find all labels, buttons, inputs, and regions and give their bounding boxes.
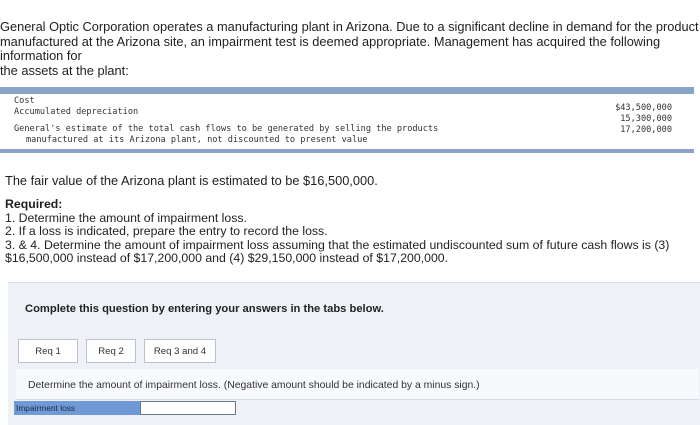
tab-req-3-and-4[interactable]: Req 3 and 4	[144, 339, 216, 363]
panel-instruction: Complete this question by entering your answers in the tabs below.	[25, 303, 384, 315]
plant-asset-table	[0, 87, 694, 153]
required-title: Required:	[5, 197, 63, 211]
table-row-label: General's estimate of the total cash flows to be generated by selling the products	[14, 124, 439, 134]
tab-req-2[interactable]: Req 2	[86, 339, 136, 363]
required-item: $16,500,000 instead of $17,200,000 and (4) $29,150,000 instead of $17,200,000.	[5, 251, 449, 265]
required-item: 2. If a loss is indicated, prepare the entry to record the loss.	[5, 224, 328, 238]
answer-panel	[8, 282, 700, 425]
impairment-loss-input[interactable]	[140, 401, 236, 415]
problem-intro: General Optic Corporation operates a manufacturing plant in Arizona. Due to a significant decline in demand for the product manufactured at the Arizona site, an impairment test is deemed appropriate. Management has acquired the following information for the assets at the plant:	[0, 20, 699, 78]
fair-value-text: The fair value of the Arizona plant is estimated to be $16,500,000.	[5, 173, 378, 188]
tab-req-1[interactable]: Req 1	[18, 339, 78, 363]
table-row-label: Accumulated depreciation	[14, 107, 139, 117]
table-row-value: $43,500,000	[615, 103, 672, 113]
table-row-value: 17,200,000	[620, 125, 672, 135]
table-row-value: 15,300,000	[620, 114, 672, 124]
requirement-tabs	[18, 339, 224, 363]
table-row-label: Cost	[14, 96, 35, 106]
impairment-loss-row	[14, 401, 234, 415]
impairment-loss-label: Impairment loss	[14, 401, 140, 415]
required-item: 3. & 4. Determine the amount of impairment loss assuming that the estimated undiscounted sum of future cash flows is (3)	[5, 237, 670, 252]
required-section	[5, 198, 695, 266]
required-item: 1. Determine the amount of impairment loss.	[5, 210, 247, 225]
question-prompt: Determine the amount of impairment loss. (Negative amount should be indicated by a minus sign.)	[28, 380, 480, 391]
table-bottom-border	[0, 149, 694, 153]
question-prompt-box	[16, 369, 699, 400]
table-row-label: manufactured at its Arizona plant, not discounted to present value	[26, 135, 368, 145]
table-top-border	[0, 87, 694, 94]
